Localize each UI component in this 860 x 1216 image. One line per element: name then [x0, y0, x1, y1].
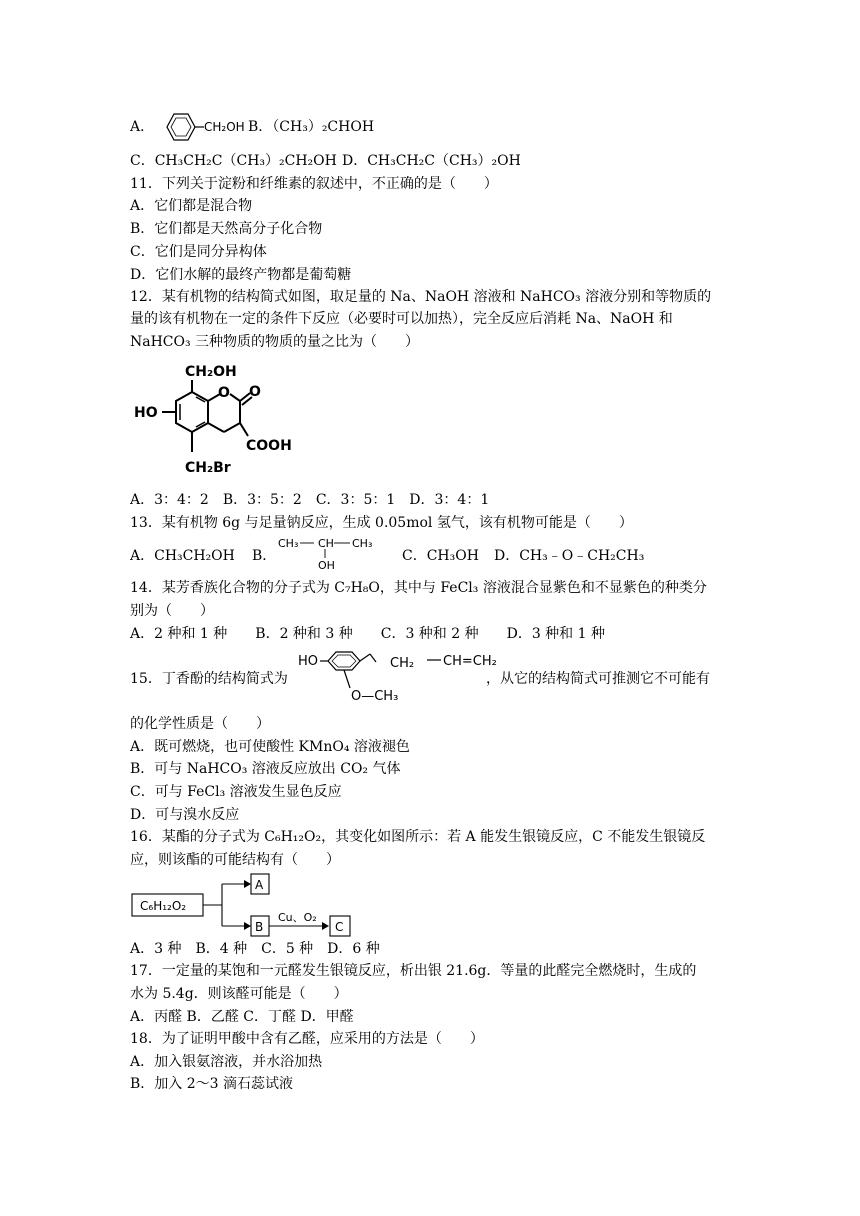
q17-stem-line1: 17．一定量的某饱和一元醛发生银镜反应，析出银 21.6g．等量的此醛完全燃烧时，生成的	[130, 963, 697, 979]
q11-option-d: D．它们水解的最终产物都是葡萄糖	[130, 267, 352, 283]
q16-ester-formula: C₆H₁₂O₂	[140, 899, 187, 913]
q15-stem-prefix: 15．丁香酚的结构简式为	[130, 671, 288, 687]
q10-option-d: D．CH₃CH₂C（CH₃）₂OH	[342, 153, 521, 169]
q13-option-a: A．CH₃CH₂OH	[130, 548, 235, 564]
q12-ho-label: HO	[134, 405, 158, 421]
q10-option-c: C．CH₃CH₂C（CH₃）₂CH₂OH	[130, 153, 337, 169]
q14-stem-line1: 14．某芳香族化合物的分子式为 C₇H₈O，其中与 FeCl₃ 溶液混合显紫色和不显紫色的种类分	[130, 580, 707, 596]
q16-reaction-diagram	[130, 870, 360, 940]
q16-box-a-label: A	[255, 878, 264, 892]
eugenol-vinyl-label: CH=CH₂	[443, 654, 497, 669]
q16-stem-line1: 16．某酯的分子式为 C₆H₁₂O₂，其变化如图所示：若 A 能发生银镜反应，C 不能发生银镜反	[130, 829, 706, 845]
q11-option-c: C．它们是同分异构体	[130, 244, 267, 260]
q12-carbonyl-oxygen-label: O	[249, 384, 261, 400]
q16-box-c-label: C	[335, 920, 344, 934]
q16-stem-line2: 应，则该酯的可能结构有（ ）	[130, 852, 340, 868]
q12-stem-line3: NaHCO₃ 三种物质的物质的量之比为（ ）	[130, 334, 420, 350]
q17-options: A．丙醛 B．乙醛 C．丁醛 D．甲醛	[130, 1009, 354, 1025]
q12-options: A．3：4：2 B．3：5：2 C．3：5：1 D．3：4：1	[130, 492, 490, 508]
q12-cooh-label: COOH	[246, 438, 292, 454]
q13-option-b-label: B．	[252, 548, 277, 564]
q12-ring-oxygen-label: O	[218, 385, 230, 401]
q12-stem-line2: 量的该有机物在一定的条件下反应（必要时可以加热），完全反应后消耗 Na、NaOH 和	[130, 311, 673, 327]
q15-option-b: B．可与 NaHCO₃ 溶液反应放出 CO₂ 气体	[130, 761, 401, 777]
isopropanol-oh: OH	[318, 559, 335, 572]
eugenol-structure	[296, 648, 496, 708]
q15-stem-line2: 的化学性质是（ ）	[130, 716, 270, 732]
q15-option-d: D．可与溴水反应	[130, 807, 240, 823]
benzyl-ch2oh-text: CH₂OH	[204, 120, 245, 134]
q16-reagent-label: Cu、O₂	[278, 911, 317, 924]
q16-options: A．3 种 B．4 种 C．5 种 D．6 种	[130, 941, 380, 957]
eugenol-methoxy-label: O—CH₃	[351, 689, 399, 704]
isopropanol-structure	[278, 535, 388, 575]
q11-stem: 11．下列关于淀粉和纤维素的叙述中，不正确的是（ ）	[130, 176, 498, 192]
isopropanol-left-ch3: CH₃	[278, 537, 299, 550]
q16-box-b-label: B	[255, 920, 264, 934]
q18-stem: 18．为了证明甲酸中含有乙醛，应采用的方法是（ ）	[130, 1031, 484, 1047]
q15-option-c: C．可与 FeCl₃ 溶液发生显色反应	[130, 784, 342, 800]
q15-stem-suffix: ，从它的结构简式可推测它不可能有	[486, 671, 710, 687]
q13-option-d: D．CH₃﹣O﹣CH₂CH₃	[494, 548, 645, 564]
q10-option-a-label: A．	[130, 119, 155, 135]
q13-option-c: C．CH₃OH	[402, 548, 479, 564]
q18-option-b: B．加入 2～3 滴石蕊试液	[130, 1076, 294, 1092]
q18-option-a: A．加入银氨溶液，并水浴加热	[130, 1054, 323, 1070]
benzyl-alcohol-structure	[160, 110, 245, 144]
q17-stem-line2: 水为 5.4g．则该醛可能是（ ）	[130, 986, 348, 1002]
isopropanol-right-ch3: CH₃	[352, 537, 373, 550]
q14-stem-line2: 别为（ ）	[130, 603, 214, 619]
eugenol-ho-label: HO	[298, 654, 319, 669]
eugenol-ch2-label: CH₂	[390, 656, 415, 671]
q12-stem-line1: 12．某有机物的结构简式如图，取足量的 Na、NaOH 溶液和 NaHCO₃ 溶液分别和等物质的	[130, 289, 712, 305]
q11-option-a: A．它们都是混合物	[130, 198, 253, 214]
q13-stem: 13．某有机物 6g 与足量钠反应，生成 0.05mol 氢气，该有机物可能是（ ）	[130, 515, 633, 531]
q10-option-b: B．（CH₃）₂CHOH	[248, 119, 375, 135]
q12-ch2oh-label: CH₂OH	[185, 364, 237, 380]
q12-ch2br-label: CH₂Br	[185, 460, 231, 476]
q12-structure-diagram	[130, 360, 300, 485]
isopropanol-ch: CH	[318, 537, 334, 550]
q14-options: A．2 种和 1 种 B．2 种和 3 种 C．3 种和 2 种 D．3 种和 1 种	[130, 626, 605, 642]
q15-option-a: A．既可燃烧，也可使酸性 KMnO₄ 溶液褪色	[130, 739, 410, 755]
q11-option-b: B．它们都是天然高分子化合物	[130, 221, 323, 237]
